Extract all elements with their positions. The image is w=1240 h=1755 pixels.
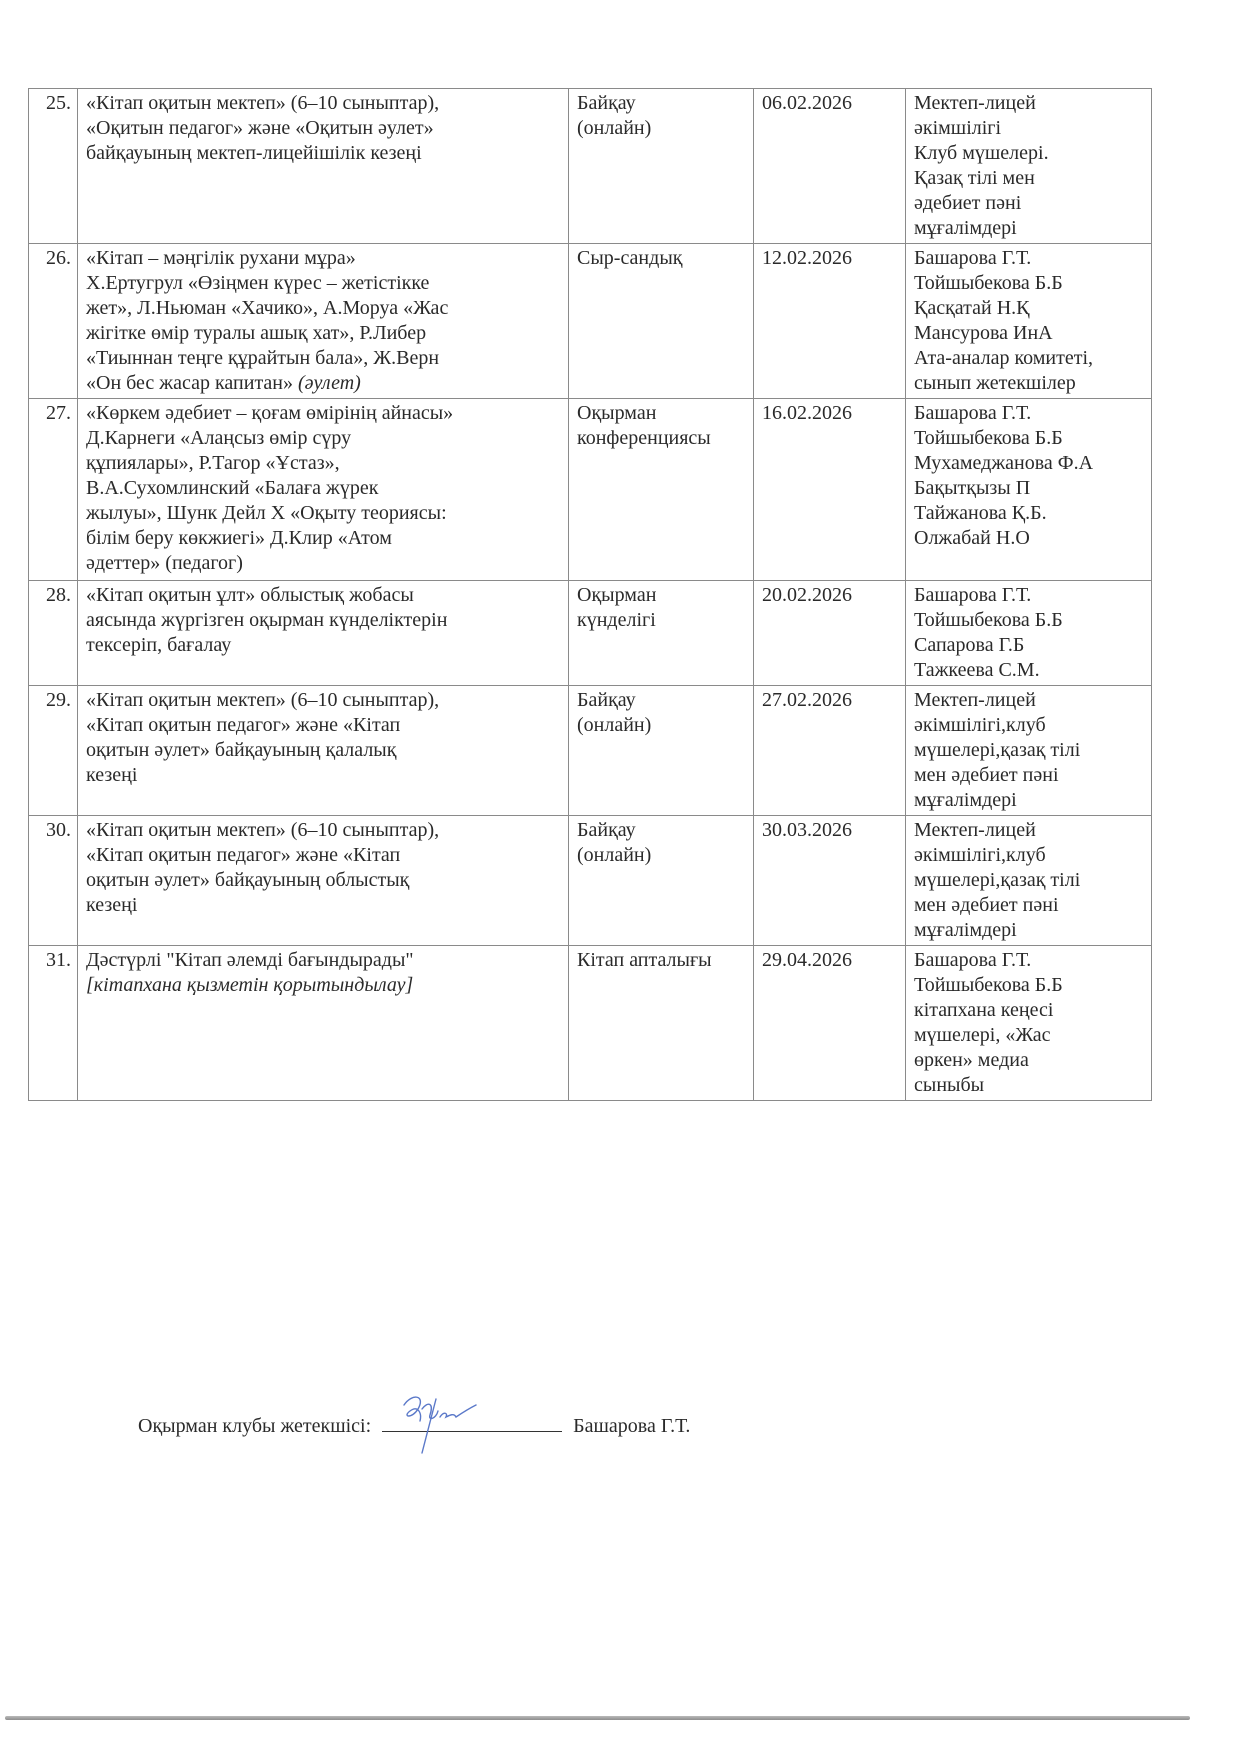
responsible-line: мүшелері,қазақ тілі [914, 739, 1081, 761]
description-line: әдеттер» (педагог) [86, 552, 243, 574]
responsible-line: мен әдебиет пәні [914, 894, 1059, 916]
description-line: В.А.Сухомлинский «Балаға жүрек [86, 477, 379, 499]
event-form [569, 946, 754, 1101]
description-line: «Көркем әдебиет – қоғам өмірінің айнасы» [86, 402, 454, 424]
form-line: Кітап апталығы [577, 949, 712, 971]
responsible-line: Башарова Г.Т. [914, 402, 1032, 424]
responsible-line: Мектеп-лицей [914, 689, 1036, 711]
responsible-line: Тойшыбекова Б.Б [914, 427, 1063, 449]
description-line: жылуы», Шунк Дейл Х «Оқыту теориясы: [86, 502, 447, 524]
form-line: Байқау [577, 819, 636, 841]
form-line: (онлайн) [577, 714, 652, 736]
event-date: 30.03.2026 [754, 816, 906, 946]
description-line: аясында жүргізген оқырман күнделіктерін [86, 609, 448, 631]
row-number: 25. [29, 89, 78, 244]
responsible-persons [906, 89, 1152, 244]
event-date: 29.04.2026 [754, 946, 906, 1101]
responsible-line: әкімшілігі [914, 117, 1002, 139]
description-note: [кітапхана қызметін қорытындылау] [86, 974, 414, 996]
form-line: Оқырман [577, 402, 657, 424]
responsible-line: Қасқатай Н.Қ [914, 297, 1030, 319]
responsible-persons [906, 399, 1152, 581]
responsible-line: кітапхана кеңесі [914, 999, 1054, 1021]
table-row [29, 686, 1152, 816]
responsible-line: Башарова Г.Т. [914, 584, 1032, 606]
description-line: «Оқитын педагог» және «Оқитын әулет» [86, 117, 434, 139]
responsible-line: Олжабай Н.О [914, 527, 1030, 549]
event-description [78, 399, 569, 581]
table-row [29, 816, 1152, 946]
description-line: Д.Карнеги «Алаңсыз өмір сүру [86, 427, 352, 449]
responsible-line: Тайжанова Қ.Б. [914, 502, 1047, 524]
row-number: 26. [29, 244, 78, 399]
description-line: байқауының мектеп-лицейішілік кезеңі [86, 142, 422, 164]
responsible-line: Қазақ тілі мен [914, 167, 1035, 189]
responsible-persons [906, 946, 1152, 1101]
responsible-line: Бақытқызы П [914, 477, 1031, 499]
event-date: 06.02.2026 [754, 89, 906, 244]
responsible-persons [906, 686, 1152, 816]
event-form [569, 399, 754, 581]
events-table-body [29, 89, 1152, 1101]
event-description [78, 946, 569, 1101]
table-row [29, 89, 1152, 244]
responsible-line: мен әдебиет пәні [914, 764, 1059, 786]
form-line: Байқау [577, 689, 636, 711]
table-row [29, 946, 1152, 1101]
responsible-persons [906, 244, 1152, 399]
description-line: жет», Л.Ньюман «Хачико», А.Моруа «Жас [86, 297, 449, 319]
description-line: «Кітап оқитын мектеп» (6–10 сыныптар), [86, 819, 440, 841]
table-row [29, 399, 1152, 581]
event-description [78, 89, 569, 244]
description-line: Х.Ертугрул «Өзіңмен күрес – жетістікке [86, 272, 430, 294]
description-line: «Кітап оқитын педагог» және «Кітап [86, 714, 401, 736]
event-form [569, 89, 754, 244]
responsible-line: Башарова Г.Т. [914, 949, 1032, 971]
event-description [78, 686, 569, 816]
table-row [29, 244, 1152, 399]
description-line: «Кітап – мәңгілік рухани мұра» [86, 247, 356, 269]
event-date: 12.02.2026 [754, 244, 906, 399]
responsible-line: мұғалімдері [914, 919, 1017, 941]
event-form [569, 816, 754, 946]
responsible-line: сынып жетекшілер [914, 372, 1076, 394]
description-line: білім беру көкжиегі» Д.Клир «Атом [86, 527, 392, 549]
signature-block [138, 1413, 690, 1438]
responsible-line: Башарова Г.Т. [914, 247, 1032, 269]
row-number: 31. [29, 946, 78, 1101]
row-number: 28. [29, 581, 78, 686]
responsible-line: Клуб мүшелері. [914, 142, 1049, 164]
form-line: конференциясы [577, 427, 711, 449]
description-line: «Кітап оқитын педагог» және «Кітап [86, 844, 401, 866]
row-number: 30. [29, 816, 78, 946]
event-description [78, 581, 569, 686]
responsible-line: Сапарова Г.Б [914, 634, 1025, 656]
signature-line [382, 1413, 562, 1432]
description-line: «Тиыннан теңге құрайтын бала», Ж.Верн [86, 347, 440, 369]
signatory-name: Башарова Г.Т. [573, 1415, 691, 1437]
form-line: күнделігі [577, 609, 656, 631]
description-line: тексеріп, бағалау [86, 634, 232, 656]
responsible-line: сыныбы [914, 1074, 985, 1096]
responsible-line: әкімшілігі,клуб [914, 714, 1046, 736]
form-line: Байқау [577, 92, 636, 114]
events-table [28, 88, 1152, 1101]
form-line: (онлайн) [577, 844, 652, 866]
responsible-line: Тойшыбекова Б.Б [914, 609, 1063, 631]
responsible-line: Тажкеева С.М. [914, 659, 1040, 681]
form-line: Сыр-сандық [577, 247, 683, 269]
responsible-line: Тойшыбекова Б.Б [914, 272, 1063, 294]
event-date: 16.02.2026 [754, 399, 906, 581]
responsible-line: өркен» медиа [914, 1049, 1029, 1071]
responsible-line: Мухамеджанова Ф.А [914, 452, 1094, 474]
description-line: «Он бес жасар капитан» [86, 372, 294, 394]
responsible-line: Мансурова ИнА [914, 322, 1053, 344]
event-form [569, 686, 754, 816]
event-form [569, 581, 754, 686]
page-bottom-rule [5, 1716, 1190, 1720]
row-number: 27. [29, 399, 78, 581]
responsible-line: мүшелері,қазақ тілі [914, 869, 1081, 891]
responsible-line: Мектеп-лицей [914, 92, 1036, 114]
signature-role-label: Оқырман клубы жетекшісі: [138, 1415, 372, 1437]
event-date: 20.02.2026 [754, 581, 906, 686]
description-line: кезеңі [86, 764, 138, 786]
handwritten-signature-icon [392, 1391, 482, 1461]
responsible-line: Ата-аналар комитеті, [914, 347, 1094, 369]
table-row [29, 581, 1152, 686]
responsible-line: әкімшілігі,клуб [914, 844, 1046, 866]
event-form [569, 244, 754, 399]
event-description [78, 244, 569, 399]
responsible-line: Мектеп-лицей [914, 819, 1036, 841]
responsible-line: әдебиет пәні [914, 192, 1022, 214]
description-line: «Кітап оқитын ұлт» облыстық жобасы [86, 584, 414, 606]
responsible-line: мұғалімдері [914, 789, 1017, 811]
row-number: 29. [29, 686, 78, 816]
description-line: оқитын әулет» байқауының облыстық [86, 869, 410, 891]
description-line: Дәстүрлі "Кітап әлемді бағындырады" [86, 949, 414, 971]
description-note: (әулет) [298, 372, 361, 394]
description-line: «Кітап оқитын мектеп» (6–10 сыныптар), [86, 689, 440, 711]
form-line: (онлайн) [577, 117, 652, 139]
responsible-persons [906, 581, 1152, 686]
event-date: 27.02.2026 [754, 686, 906, 816]
description-line: «Кітап оқитын мектеп» (6–10 сыныптар), [86, 92, 440, 114]
description-line: құпиялары», Р.Тагор «Ұстаз», [86, 452, 340, 474]
responsible-persons [906, 816, 1152, 946]
responsible-line: мұғалімдері [914, 217, 1017, 239]
description-line: кезеңі [86, 894, 138, 916]
description-line: оқитын әулет» байқауының қалалық [86, 739, 397, 761]
description-line: жігітке өмір туралы ашық хат», Р.Либер [86, 322, 427, 344]
event-description [78, 816, 569, 946]
form-line: Оқырман [577, 584, 657, 606]
responsible-line: Тойшыбекова Б.Б [914, 974, 1063, 996]
responsible-line: мүшелері, «Жас [914, 1024, 1051, 1046]
